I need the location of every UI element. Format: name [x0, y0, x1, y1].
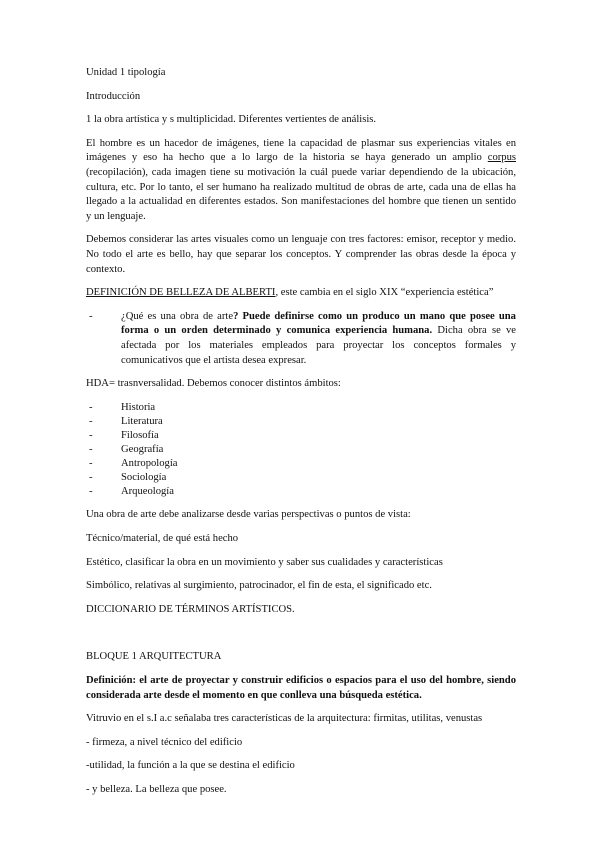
- section-spacer: [86, 626, 516, 650]
- ambitos-list: [86, 401, 516, 500]
- list-item: - Filosofía: [86, 429, 516, 443]
- intro-heading: Introducción: [86, 90, 141, 102]
- hda-paragraph: HDA= trasnversalidad. Debemos conocer distintos ámbitos:: [86, 378, 341, 390]
- firmitas-line: - firmeza, a nivel técnico del edificio: [86, 736, 243, 748]
- list-item: - Sociología: [86, 471, 516, 485]
- question-bold-definition: ? Puede definirse como un produco un mano que posee una forma o un orden determinado y comunica experiencia humana.: [121, 310, 516, 337]
- analysis-symbolic: Simbólico, relativas al surgimiento, patrocinador, el fin de esta, el significado etc.: [86, 580, 432, 592]
- list-item: - Geografía: [86, 443, 516, 457]
- list-item: - Antropología: [86, 457, 516, 471]
- document-page: [86, 66, 516, 806]
- list-item: - Literatura: [86, 415, 516, 429]
- dictionary-heading: DICCIONARIO DE TÉRMINOS ARTÍSTICOS.: [86, 603, 295, 615]
- venustas-line: - y belleza. La belleza que posee.: [86, 783, 227, 795]
- analysis-intro: Una obra de arte debe analizarse desde varias perspectivas o puntos de vista:: [86, 509, 411, 521]
- document-title: Unidad 1 tipología: [86, 67, 166, 78]
- list-item: - Historia: [86, 401, 516, 415]
- question-list: [86, 310, 516, 368]
- architecture-definition: Definición: el arte de proyectar y construir edificios o espacios para el uso del hombre, siendo considerada arte desde el momento en que conlleva una búsqueda estética.: [86, 674, 516, 701]
- vitruvio-paragraph: Vitruvio en el s.I a.c señalaba tres características de la arquitectura: firmitas, utilitas, venustas: [86, 713, 483, 725]
- alberti-heading: DEFINICIÓN DE BELLEZA DE ALBERTI: [86, 287, 276, 299]
- question-item: - ¿Qué es una obra de arte? Puede definirse como un produco un mano que posee una forma o un orden determinado y comunica experiencia humana. Dicha obra se ve afectada por los materiales empleados para proyectar los conceptos formales y comunicativos que el artista desea expresar.: [86, 310, 516, 368]
- utilitas-line: -utilidad, la función a la que se destina el edificio: [86, 760, 295, 772]
- list-item: - Arqueología: [86, 485, 516, 499]
- corpus-term: corpus: [487, 152, 516, 164]
- analysis-technical: Técnico/material, de qué está hecho: [86, 532, 239, 544]
- block-heading: BLOQUE 1 ARQUITECTURA: [86, 651, 222, 663]
- paragraph-image-maker: El hombre es un hacedor de imágenes, tiene la capacidad de plasmar sus experiencias vitales en imágenes y eso ha hecho que a lo largo de la historia se haya generado un amplio corpus (recopilación), cada imagen tiene su motivación la cuál puede variar dependiendo de la ubicación, cultura, etc. Por lo tanto, el ser humano ha realizado multitud de obras de arte, cada una de ellas ha llegado a la actualidad en diferentes estados. Son manifestaciones del hombre que tienen un sentido y un lenguaje.: [86, 137, 516, 222]
- intro-subheading: 1 la obra artística y s multiplicidad. Diferentes vertientes de análisis.: [86, 114, 377, 126]
- paragraph-visual-language: Debemos considerar las artes visuales como un lenguaje con tres factores: emisor, receptor y medio. No todo el arte es bello, hay que separar los conceptos. Y comprender las obras desde la época y contexto.: [86, 234, 516, 275]
- alberti-definition: DEFINICIÓN DE BELLEZA DE ALBERTI, este cambia en el siglo XIX “experiencia estética”: [86, 287, 494, 299]
- analysis-aesthetic: Estético, clasificar la obra en un movimiento y saber sus cualidades y características: [86, 556, 443, 568]
